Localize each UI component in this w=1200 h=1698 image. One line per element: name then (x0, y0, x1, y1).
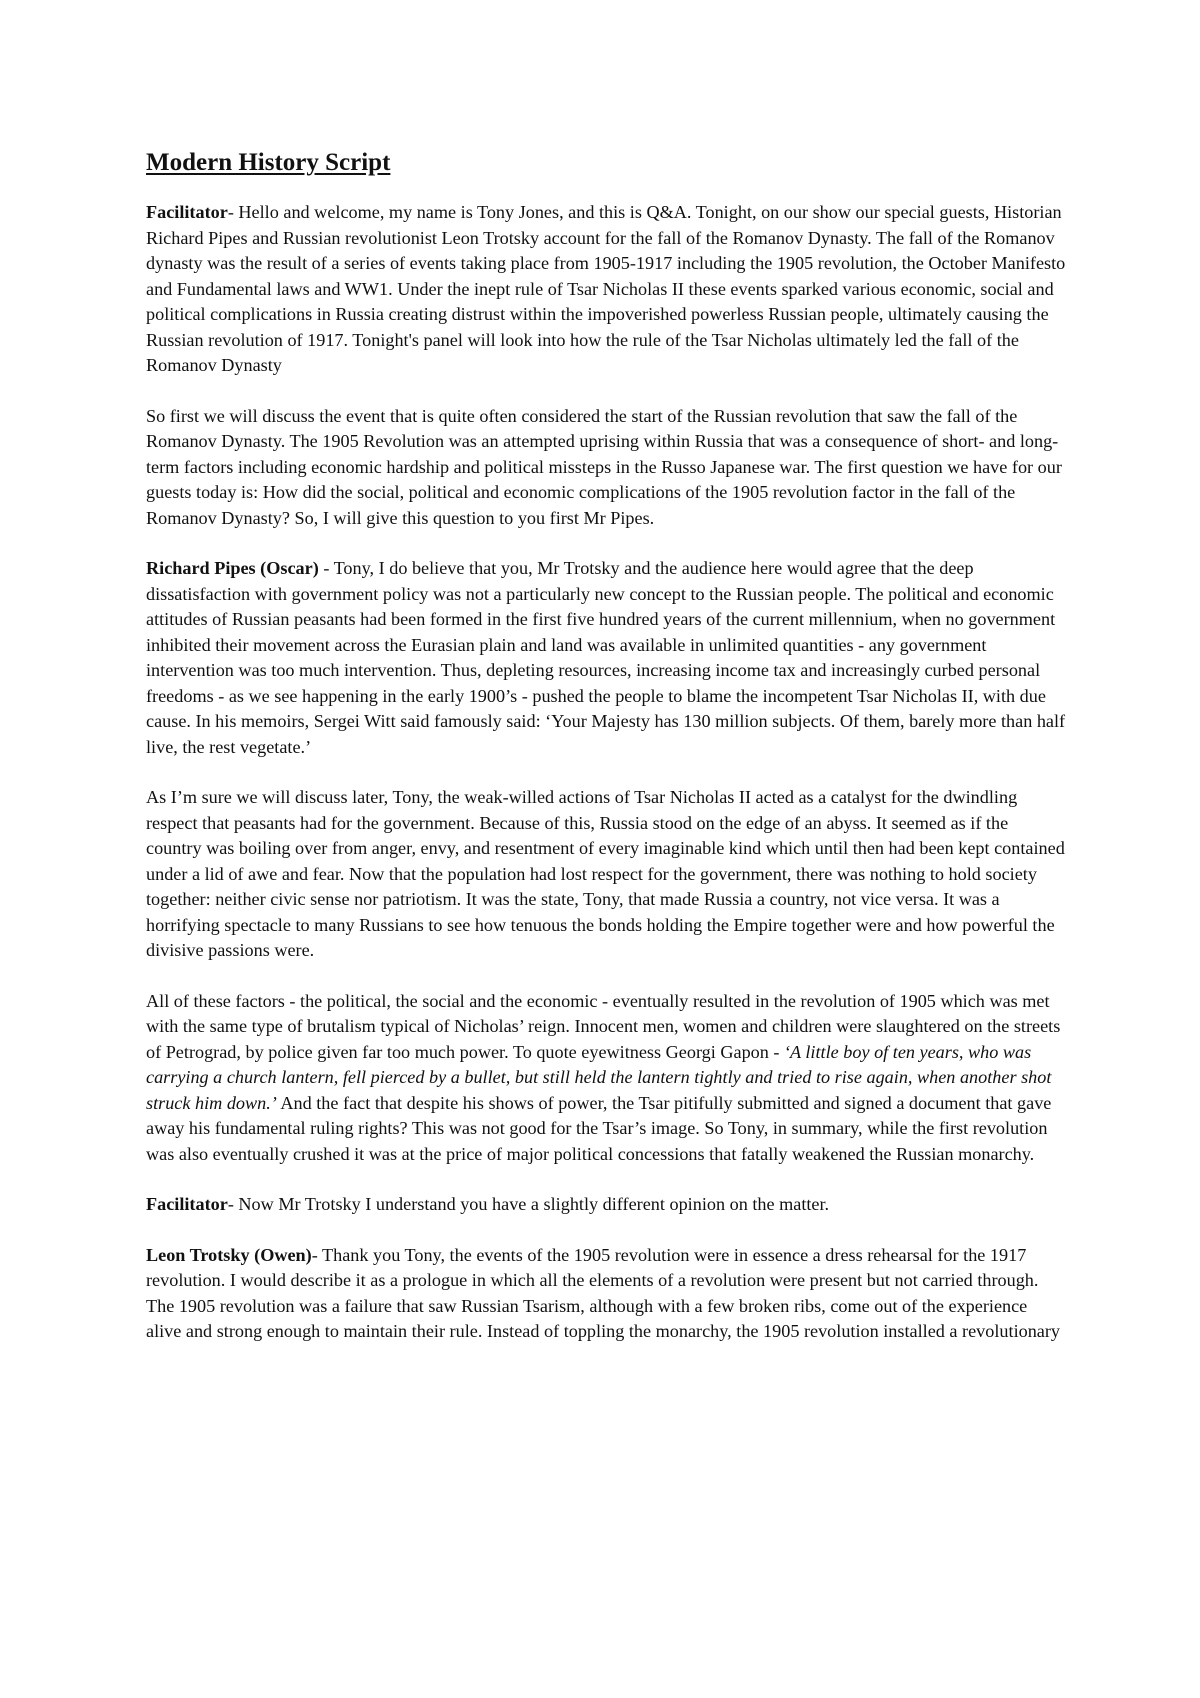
paragraph-text: Thank you Tony, the events of the 1905 revolution were in essence a dress rehearsal for the 1917 revolution. I would describe it as a prologue in which all the elements of a revolution were present but not carried through. The 1905 revolution was a failure that saw Russian Tsarism, although with a few broken ribs, come out of the experience alive and strong enough to maintain their rule. Instead of toppling the monarchy, the 1905 revolution installed a revolutionary (146, 1244, 1061, 1341)
paragraph-facilitator-handoff (146, 1192, 1066, 1218)
paragraph-pipes-answer (146, 556, 1066, 760)
speaker-separator: - (311, 1244, 323, 1265)
speaker-label: Facilitator (146, 202, 228, 222)
document-page (146, 146, 1066, 1345)
paragraph-pipes-summary (146, 989, 1066, 1168)
paragraph-trotsky-answer (146, 1243, 1066, 1345)
paragraph-pipes-continued (146, 785, 1066, 964)
paragraph-text-continued: And the fact that despite his shows of power, the Tsar pitifully submitted and signed a document that gave away his fundamental ruling rights? This was not good for the Tsar’s image. So Tony, in summary, while the first revolution was also eventually crushed it was at the price of major political concessions that fatally weakened the Russian monarchy. (146, 1092, 1052, 1164)
document-title: Modern History Script (146, 149, 391, 176)
speaker-label: Facilitator (146, 1194, 228, 1214)
gapon-quote: ‘A little boy of ten years, who was carrying a church lantern, fell pierced by a bullet, but still held the lantern tightly and tried to rise again, when another shot struck him down.’ (146, 1041, 1052, 1113)
speaker-separator: - (227, 202, 239, 222)
paragraph-text: As I’m sure we will discuss later, Tony, the weak-willed actions of Tsar Nicholas II acted as a catalyst for the dwindling respect that peasants had for the government. Because of this, Russia stood on the edge of an abyss. It seemed as if the country was boiling over from anger, envy, and resentment of every imaginable kind which until then had been kept contained under a lid of awe and fear. Now that the population had lost respect for the government, there was nothing to hold society together: neither civic sense nor patriotism. It was the state, Tony, that made Russia a country, not vice versa. It was a horrifying spectacle to many Russians to see how tenuous the bonds holding the Empire together were and how powerful the divisive passions were. (146, 787, 1065, 960)
paragraph-facilitator-intro (146, 200, 1066, 379)
paragraph-text: All of these factors - the political, the social and the economic - eventually resulted in the revolution of 1905 which was met with the same type of brutalism typical of Nicholas’ reign. Innocent men, women and children were slaughtered on the streets of Petrograd, by police given far too much power. To quote eyewitness Georgi Gapon - (146, 990, 1061, 1062)
paragraph-text: Tony, I do believe that you, Mr Trotsky and the audience here would agree that the deep dissatisfaction with government policy was not a particularly new concept to the Russian people. The political and economic attitudes of Russian peasants had been formed in the first five hundred years of the current millennium, when no government inhibited their movement across the Eurasian plain and land was available in unlimited quantities - any government intervention was too much intervention. Thus, depleting resources, increasing income tax and increasingly curbed personal freedoms - as we see happening in the early 1900’s - pushed the people to blame the incompetent Tsar Nicholas II, with due cause. In his memoirs, Sergei Witt said famously said: ‘Your Majesty has 130 million subjects. Of them, barely more than half live, the rest vegetate.’ (146, 558, 1066, 757)
paragraph-first-question (146, 404, 1066, 532)
paragraph-text: Hello and welcome, my name is Tony Jones, and this is Q&A. Tonight, on our show our special guests, Historian Richard Pipes and Russian revolutionist Leon Trotsky account for the fall of the Romanov Dynasty. The fall of the Romanov dynasty was the result of a series of events taking place from 1905-1917 including the 1905 revolution, the October Manifesto and Fundamental laws and WW1. Under the inept rule of Tsar Nicholas II these events sparked various economic, social and political complications in Russia creating distrust within the impoverished powerless Russian people, ultimately causing the Russian revolution of 1917. Tonight's panel will look into how the rule of the Tsar Nicholas ultimately led the fall of the Romanov Dynasty (146, 202, 1066, 375)
speaker-label: Richard Pipes (Oscar) (146, 558, 319, 578)
speaker-separator: - (318, 558, 334, 578)
paragraph-text: So first we will discuss the event that is quite often considered the start of the Russian revolution that saw the fall of the Romanov Dynasty. The 1905 Revolution was an attempted uprising within Russia that was a consequence of short- and long-term factors including economic hardship and political missteps in the Russo Japanese war. The first question we have for our guests today is: How did the social, political and economic complications of the 1905 revolution factor in the fall of the Romanov Dynasty? So, I will give this question to you first Mr Pipes. (146, 405, 1062, 528)
paragraph-text: Now Mr Trotsky I understand you have a slightly different opinion on the matter. (238, 1194, 830, 1214)
speaker-label: Leon Trotsky (Owen) (146, 1244, 312, 1265)
speaker-separator: - (227, 1194, 239, 1214)
